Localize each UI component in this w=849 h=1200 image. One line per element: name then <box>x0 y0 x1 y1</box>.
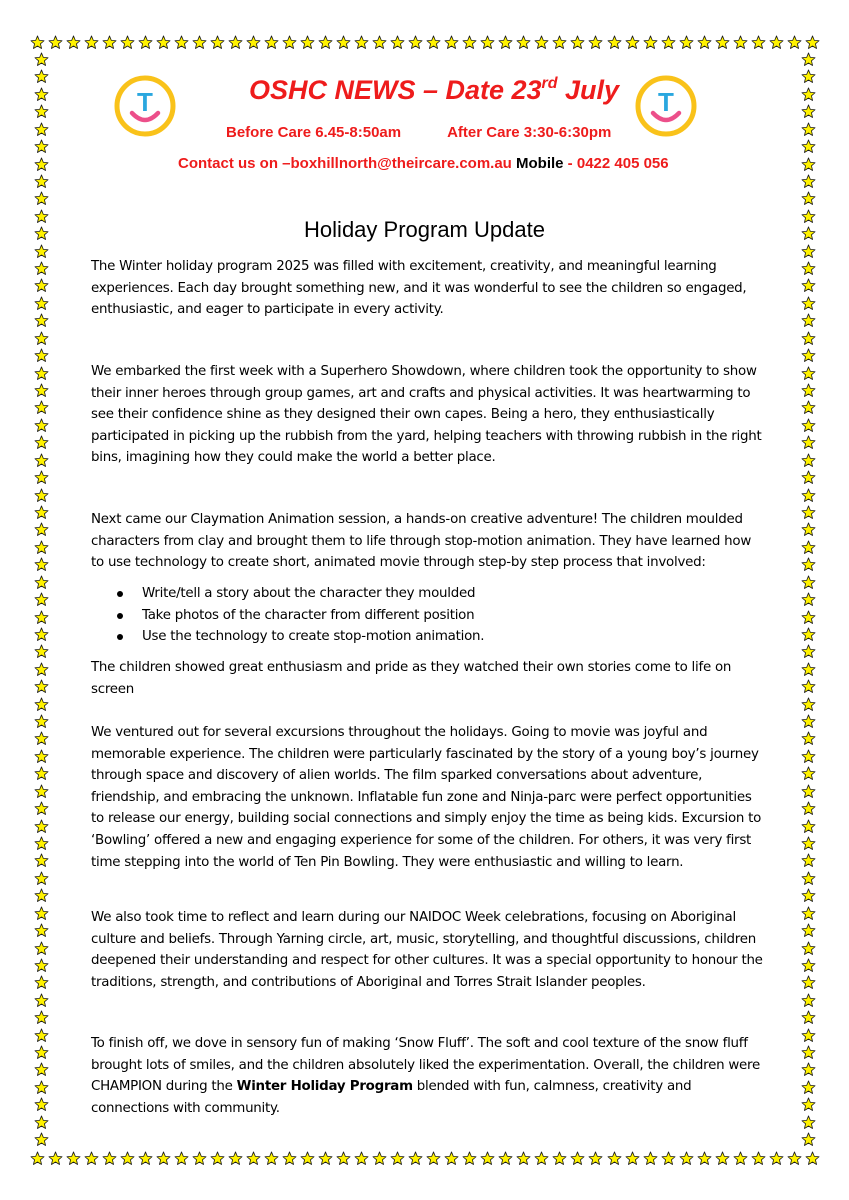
star-icon <box>801 122 816 137</box>
star-icon <box>801 69 816 84</box>
star-icon <box>805 35 820 50</box>
list-item: Take photos of the character from different position <box>117 605 757 627</box>
star-icon <box>801 52 816 67</box>
program-name-bold: Winter Holiday Program <box>236 1079 413 1095</box>
star-icon <box>34 418 49 433</box>
star-icon <box>801 104 816 119</box>
star-icon <box>282 1151 297 1166</box>
star-icon <box>336 1151 351 1166</box>
star-icon <box>498 1151 513 1166</box>
star-icon <box>102 35 117 50</box>
star-icon <box>210 1151 225 1166</box>
paragraph-excursions: We ventured out for several excursions throughout the holidays. Going to movie was joyful and memorable experience. The children were particularly fascinated by the story of a young boy’s journey through space and discovery of alien worlds. The film sparked conversations about adventure, friendship, and embracing the unknown. Inflatable fun zone and Ninja-parc were perfect opportunities to release our energy, building social connections and simply enjoy the time as being kids. Excursion to ‘Bowling’ offered a new and engaging experience for some of the children. For others, it was very first time stepping into the world of Ten Pin Bowling. They were enthusiastic and willing to learn. <box>91 725 762 870</box>
paragraph-claymation: Next came our Claymation Animation session, a hands-on creative adventure! The children moulded characters from clay and brought them to life through stop-motion animation. They have learned how to use technology to create short, animated movie through step-by step process that involved: <box>91 512 752 571</box>
star-icon <box>801 313 816 328</box>
star-icon <box>300 1151 315 1166</box>
star-icon <box>34 923 49 938</box>
star-icon <box>264 35 279 50</box>
star-icon <box>715 1151 730 1166</box>
star-icon <box>801 540 816 555</box>
star-icon <box>192 1151 207 1166</box>
list-item: Write/tell a story about the character they moulded <box>117 583 757 605</box>
star-icon <box>444 1151 459 1166</box>
star-icon <box>801 505 816 520</box>
star-icon <box>801 400 816 415</box>
star-icon <box>84 35 99 50</box>
star-icon <box>156 1151 171 1166</box>
star-icon <box>801 366 816 381</box>
star-icon <box>607 35 622 50</box>
star-icon <box>192 35 207 50</box>
star-icon <box>354 1151 369 1166</box>
star-icon <box>801 278 816 293</box>
star-icon <box>48 35 63 50</box>
star-icon <box>34 366 49 381</box>
star-icon <box>34 470 49 485</box>
list-item: Use the technology to create stop-motion animation. <box>117 626 757 648</box>
star-icon <box>300 35 315 50</box>
star-icon <box>801 244 816 259</box>
star-icon <box>801 679 816 694</box>
star-icon <box>34 697 49 712</box>
logo-letter: T <box>137 87 153 117</box>
star-border-top <box>30 33 820 51</box>
star-icon <box>34 557 49 572</box>
star-icon <box>801 296 816 311</box>
star-icon <box>34 104 49 119</box>
star-icon <box>34 278 49 293</box>
star-icon <box>372 1151 387 1166</box>
star-icon <box>801 87 816 102</box>
star-icon <box>801 1062 816 1077</box>
star-icon <box>34 540 49 555</box>
star-icon <box>801 191 816 206</box>
star-icon <box>787 1151 802 1166</box>
star-icon <box>801 819 816 834</box>
star-icon <box>801 993 816 1008</box>
star-icon <box>156 35 171 50</box>
star-icon <box>34 313 49 328</box>
star-icon <box>801 923 816 938</box>
star-icon <box>282 35 297 50</box>
star-icon <box>138 35 153 50</box>
mobile-label: Mobile <box>516 155 564 172</box>
star-icon <box>801 853 816 868</box>
star-icon <box>34 157 49 172</box>
star-icon <box>34 731 49 746</box>
star-icon <box>34 975 49 990</box>
bullet-icon <box>117 613 123 619</box>
star-icon <box>34 139 49 154</box>
star-icon <box>625 35 640 50</box>
star-icon <box>34 1080 49 1095</box>
star-icon <box>801 871 816 886</box>
star-icon <box>801 906 816 921</box>
star-icon <box>318 35 333 50</box>
paragraph-intro: The Winter holiday program 2025 was filled with excitement, creativity, and meaningful learning experiences. Each day brought something new, and it was wonderful to see the children so engaged, enthusiastic, and eager to participate in every activity. <box>91 259 747 318</box>
star-icon <box>34 627 49 642</box>
star-icon <box>801 644 816 659</box>
star-icon <box>801 1097 816 1112</box>
star-icon <box>787 35 802 50</box>
star-icon <box>34 958 49 973</box>
star-icon <box>34 662 49 677</box>
star-icon <box>661 35 676 50</box>
star-icon <box>679 1151 694 1166</box>
star-icon <box>801 435 816 450</box>
star-icon <box>801 975 816 990</box>
star-icon <box>34 766 49 781</box>
bullet-icon <box>117 591 123 597</box>
star-icon <box>801 331 816 346</box>
star-icon <box>372 35 387 50</box>
star-icon <box>34 348 49 363</box>
star-icon <box>643 1151 658 1166</box>
star-icon <box>34 1115 49 1130</box>
star-icon <box>801 731 816 746</box>
star-icon <box>801 610 816 625</box>
paragraph-superhero: We embarked the first week with a Superhero Showdown, where children took the opportunity to show their inner heroes through group games, art and crafts and physical activities. It was heartwarming to see their confidence shine as they designed their own capes. Being a hero, they enthusiastically participated in picking up the rubbish from the yard, helping teachers with throwing rubbish in the right bins, imagining how they could make the world a better place. <box>91 364 762 466</box>
star-icon <box>34 714 49 729</box>
star-icon <box>34 784 49 799</box>
star-icon <box>801 627 816 642</box>
star-icon <box>679 35 694 50</box>
star-icon <box>801 941 816 956</box>
star-icon <box>801 836 816 851</box>
care-hours <box>226 123 611 143</box>
star-icon <box>570 35 585 50</box>
star-icon <box>34 801 49 816</box>
star-icon <box>34 1045 49 1060</box>
star-icon <box>34 993 49 1008</box>
star-icon <box>34 819 49 834</box>
star-icon <box>34 941 49 956</box>
star-icon <box>801 592 816 607</box>
star-icon <box>733 1151 748 1166</box>
star-icon <box>801 470 816 485</box>
star-icon <box>34 679 49 694</box>
star-icon <box>801 157 816 172</box>
paragraph-claymation-result: The children showed great enthusiasm and pride as they watched their own stories come to life on screen <box>91 660 732 697</box>
star-icon <box>801 1010 816 1025</box>
star-icon <box>34 69 49 84</box>
star-icon <box>336 35 351 50</box>
star-icon <box>801 139 816 154</box>
star-icon <box>801 958 816 973</box>
star-icon <box>408 35 423 50</box>
star-icon <box>138 1151 153 1166</box>
star-icon <box>34 644 49 659</box>
star-icon <box>801 766 816 781</box>
star-icon <box>34 575 49 590</box>
star-icon <box>34 853 49 868</box>
star-icon <box>34 296 49 311</box>
star-icon <box>354 35 369 50</box>
star-icon <box>66 35 81 50</box>
star-icon <box>34 592 49 607</box>
star-icon <box>801 488 816 503</box>
star-icon <box>426 1151 441 1166</box>
star-icon <box>34 435 49 450</box>
star-icon <box>801 174 816 189</box>
star-icon <box>801 801 816 816</box>
star-icon <box>801 1132 816 1147</box>
star-icon <box>751 35 766 50</box>
bullet-icon <box>117 634 123 640</box>
star-icon <box>34 87 49 102</box>
star-icon <box>174 1151 189 1166</box>
star-icon <box>801 749 816 764</box>
before-care-hours: Before Care 6.45-8:50am <box>226 124 402 141</box>
star-icon <box>552 1151 567 1166</box>
star-icon <box>34 261 49 276</box>
star-icon <box>462 1151 477 1166</box>
star-icon <box>801 1028 816 1043</box>
star-icon <box>805 1151 820 1166</box>
star-icon <box>534 1151 549 1166</box>
star-icon <box>801 453 816 468</box>
star-icon <box>318 1151 333 1166</box>
star-icon <box>643 35 658 50</box>
star-icon <box>48 1151 63 1166</box>
star-icon <box>516 1151 531 1166</box>
star-icon <box>801 348 816 363</box>
star-icon <box>34 244 49 259</box>
star-icon <box>34 174 49 189</box>
star-icon <box>102 1151 117 1166</box>
star-icon <box>801 697 816 712</box>
star-icon <box>498 35 513 50</box>
star-icon <box>801 784 816 799</box>
star-icon <box>34 836 49 851</box>
star-icon <box>34 749 49 764</box>
star-icon <box>34 400 49 415</box>
star-icon <box>228 1151 243 1166</box>
claymation-steps-list <box>117 583 757 648</box>
star-icon <box>462 35 477 50</box>
star-icon <box>30 35 45 50</box>
star-icon <box>751 1151 766 1166</box>
star-icon <box>480 35 495 50</box>
contact-line <box>178 154 669 174</box>
star-icon <box>30 1151 45 1166</box>
paragraph-naidoc: We also took time to reflect and learn during our NAIDOC Week celebrations, focusing on Aboriginal culture and beliefs. Through Yarning circle, art, music, storytelling, and thoughtful discussions, children deepened their understanding and respect for other cultures. It was a special opportunity to honour the traditions, strength, and contributions of Aboriginal and Torres Strait Islander peoples. <box>91 910 763 990</box>
star-icon <box>444 35 459 50</box>
star-icon <box>769 35 784 50</box>
star-icon <box>588 1151 603 1166</box>
star-icon <box>34 888 49 903</box>
star-icon <box>570 1151 585 1166</box>
star-icon <box>34 871 49 886</box>
paragraph-snow-fluff: To finish off, we dove in sensory fun of making ‘Snow Fluff’. The soft and cool texture of the snow fluff brought lots of smiles, and the children absolutely liked the experimentation. Overall, the children were CHAMPION during the Winter Holiday Program blended with fun, calmness, creativity and connections with community. <box>91 1036 760 1116</box>
star-icon <box>801 662 816 677</box>
after-care-hours: After Care 3:30-6:30pm <box>447 124 612 141</box>
star-icon <box>34 1062 49 1077</box>
star-icon <box>661 1151 676 1166</box>
star-icon <box>84 1151 99 1166</box>
star-icon <box>625 1151 640 1166</box>
star-icon <box>480 1151 495 1166</box>
star-icon <box>390 35 405 50</box>
star-icon <box>34 522 49 537</box>
star-icon <box>534 35 549 50</box>
star-icon <box>246 1151 261 1166</box>
star-icon <box>426 35 441 50</box>
star-icon <box>34 1028 49 1043</box>
star-icon <box>34 122 49 137</box>
star-icon <box>228 35 243 50</box>
star-icon <box>801 522 816 537</box>
star-icon <box>34 1097 49 1112</box>
star-icon <box>607 1151 622 1166</box>
newsletter-title: OSHC NEWS – Date 23rd July <box>248 75 620 105</box>
star-icon <box>34 1010 49 1025</box>
star-icon <box>769 1151 784 1166</box>
star-icon <box>588 35 603 50</box>
star-icon <box>34 1132 49 1147</box>
star-icon <box>715 35 730 50</box>
star-icon <box>801 1045 816 1060</box>
star-icon <box>801 575 816 590</box>
star-icon <box>697 1151 712 1166</box>
star-icon <box>801 1115 816 1130</box>
star-icon <box>34 488 49 503</box>
mobile-number: - 0422 405 056 <box>563 155 669 172</box>
star-icon <box>34 453 49 468</box>
star-icon <box>246 35 261 50</box>
star-icon <box>120 1151 135 1166</box>
star-icon <box>801 888 816 903</box>
star-icon <box>264 1151 279 1166</box>
star-icon <box>66 1151 81 1166</box>
star-icon <box>801 557 816 572</box>
star-icon <box>34 331 49 346</box>
star-border-bottom <box>30 1149 820 1167</box>
star-icon <box>174 35 189 50</box>
star-icon <box>801 383 816 398</box>
section-heading: Holiday Program Update <box>304 217 545 242</box>
star-icon <box>34 191 49 206</box>
star-icon <box>697 35 712 50</box>
logo-letter: T <box>658 87 674 117</box>
star-icon <box>552 35 567 50</box>
star-icon <box>801 261 816 276</box>
star-icon <box>34 52 49 67</box>
star-icon <box>801 714 816 729</box>
star-icon <box>408 1151 423 1166</box>
star-icon <box>120 35 135 50</box>
star-icon <box>516 35 531 50</box>
star-icon <box>801 418 816 433</box>
star-icon <box>801 1080 816 1095</box>
star-icon <box>34 505 49 520</box>
star-icon <box>733 35 748 50</box>
star-icon <box>34 906 49 921</box>
star-icon <box>210 35 225 50</box>
contact-email[interactable]: Contact us on –boxhillnorth@theircare.com.au <box>178 155 512 172</box>
star-icon <box>34 383 49 398</box>
star-icon <box>390 1151 405 1166</box>
star-icon <box>34 610 49 625</box>
